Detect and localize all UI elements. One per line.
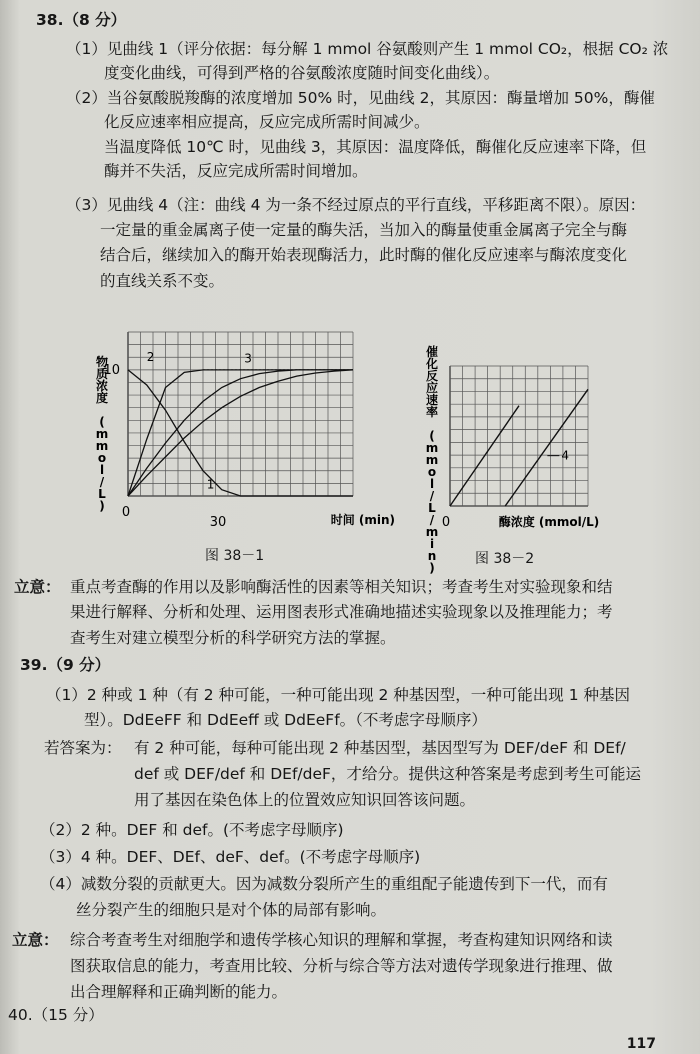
figure-38-2-caption: 图 38－2 [475,551,535,567]
figure-38-1-chart [88,318,398,536]
q38-p2-line4: 酶并不失活，反应完成所需时间增加。 [104,162,368,180]
chart2-grid [450,366,588,506]
q39-intent-line1: 综合考查考生对细胞学和遗传学核心知识的理解和掌握，考查构建知识网络和读 [70,931,613,949]
q39-alt-line1: 有 2 种可能，每种可能出现 2 种基因型，基因型写为 DEF/deF 和 DEf/ [134,739,626,757]
q39-alt-line3: 用了基因在染色体上的位置效应知识回答该问题。 [134,791,476,809]
q39-p1-line1: （1）2 种或 1 种（有 2 种可能，一种可能出现 2 种基因型，一种可能出现 1 种基因 [46,686,631,704]
chart1-xtick-30: 30 [209,515,227,530]
chart2-series-control-line [450,406,519,506]
chart2-series-4-label: 4 [561,448,570,463]
q39-intent-line2: 图获取信息的能力，考查用比较、分析与综合等方法对遗传学现象进行推理、做 [70,957,613,975]
chart1-ytick-10: 10 [103,362,120,378]
q39-p4-line1: （4）减数分裂的贡献更大。因为减数分裂所产生的重组配子能遗传到下一代，而有 [40,875,608,893]
chart2-xlabel: 酶浓度 (mmol/L) [498,515,600,529]
q39-intent-label: 立意： [12,931,59,949]
q38-p3-line3: 结合后，继续加入的酶开始表现酶活力，此时酶的催化反应速率与酶浓度变化 [100,246,628,264]
q39-p4-line2: 丝分裂产生的细胞只是对个体的局部有影响。 [76,901,387,919]
q39-p2: （2）2 种。DEF 和 def。(不考虑字母顺序) [40,821,344,839]
chart1-xtick-0: 0 [121,505,131,520]
q38-intent-label: 立意： [14,578,61,596]
chart2-xtick-0: 0 [441,515,451,530]
chart1-series-1-label: 1 [206,477,215,492]
q39-alt-label: 若答案为： [44,739,122,757]
q38-p3-line4: 的直线关系不变。 [100,272,225,290]
q40-header: 40.（15 分） [8,1006,104,1024]
q38-p2-line2: 化反应速率相应提高，反应完成所需时间减少。 [104,113,430,131]
q38-p2-line3: 当温度降低 10℃ 时，见曲线 3，其原因：温度降低，酶催化反应速率下降，但 [104,138,647,156]
q39-intent-line3: 出合理解释和正确判断的能力。 [70,983,288,1001]
chart1-xlabel: 时间 (min) [330,513,395,527]
figure-38-1-caption: 图 38－1 [205,548,265,564]
chart1-grid [128,332,353,496]
q39-alt-line2: def 或 DEF/def 和 DEf/deF，才给分。提供这种答案是考虑到考生可能运 [134,765,641,783]
q39-header: 39.（9 分） [20,656,111,674]
chart1-series-3-label: 3 [244,351,252,366]
q38-p1-line2: 度变化曲线，可得到严格的谷氨酸浓度随时间变化曲线）。 [104,64,500,82]
q38-intent-line2: 果进行解释、分析和处理、运用图表形式准确地描述实验现象以及推理能力；考 [70,603,613,621]
q38-p3-line1: （3）见曲线 4（注：曲线 4 为一条不经过原点的平行直线，平移距离不限）。原因： [66,196,646,214]
q38-p2-line1: （2）当谷氨酸脱羧酶的浓度增加 50% 时，见曲线 2，其原因：酶量增加 50%，酶催 [66,89,655,107]
q38-header: 38.（8 分） [36,11,127,29]
page-number: 117 [626,1036,656,1052]
q39-p1-line2: 型）。DdEeFF 和 DdEeff 或 DdEeFf。（不考虑字母顺序） [84,711,487,729]
chart1-series-2-label: 2 [146,350,155,365]
q38-intent-line1: 重点考查酶的作用以及影响酶活性的因素等相关知识；考查考生对实验现象和结 [70,578,613,596]
q38-p1-line1: （1）见曲线 1（评分依据：每分解 1 mmol 谷氨酸则产生 1 mmol CO₂，根据 CO₂ 浓 [66,40,669,58]
chart1-ylabel: 物质浓度 ( m m o l / L ) [95,355,109,513]
q38-p3-line2: 一定量的重金属离子使一定量的酶失活，当加入的酶量使重金属离子完全与酶 [100,221,628,239]
chart2-ylabel: 催化反应速率 ( m m o l / L / m i n ) [425,345,439,575]
chart2-series [450,389,588,506]
q38-intent-line3: 查考生对建立模型分析的科学研究方法的掌握。 [70,629,396,647]
q39-p3: （3）4 种。DEF、DEf、deF、def。(不考虑字母顺序) [40,848,421,866]
